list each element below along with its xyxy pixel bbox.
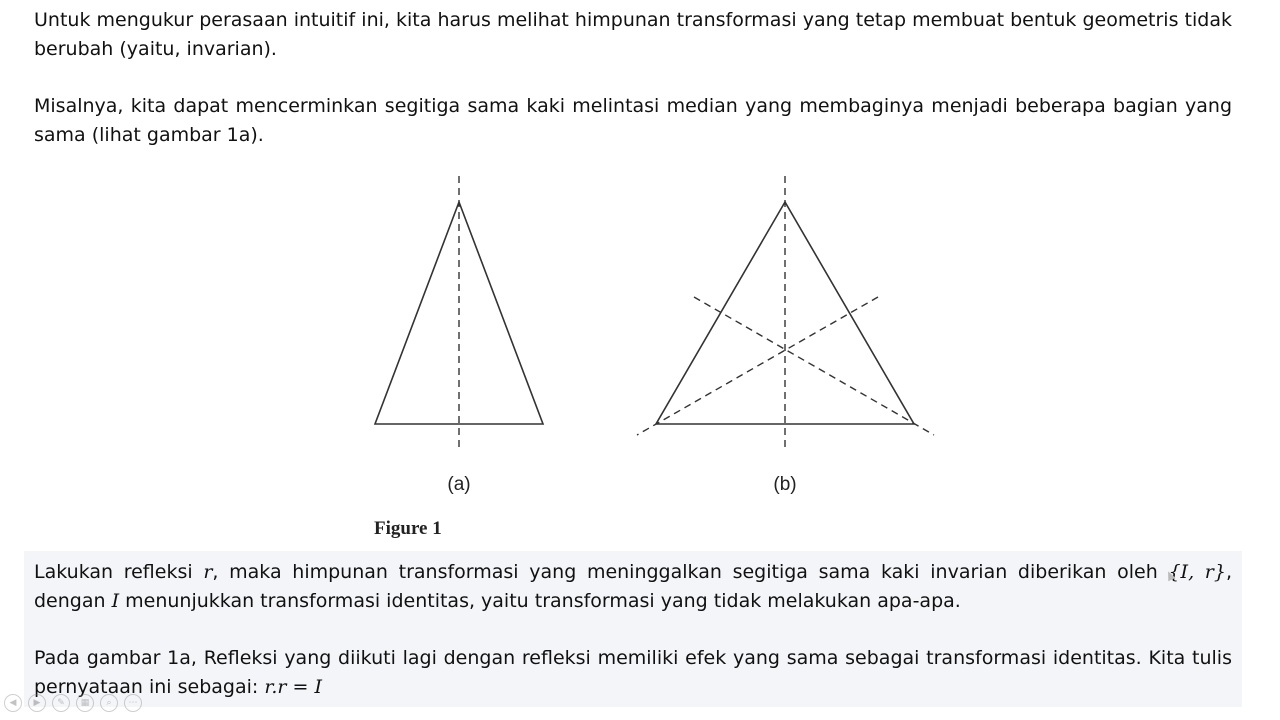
text-segment: Lakukan refleksi — [34, 561, 204, 583]
text-segment: , maka himpunan transformasi yang meninggalkan segitiga sama kaki invarian diberikan oleh — [212, 561, 1169, 583]
axis-of-symmetry-left — [694, 297, 934, 435]
math-set: {I, r} — [1168, 561, 1226, 583]
text-segment: Pada gambar 1a, Refleksi yang diikuti lagi dengan refleksi memiliki efek yang sama sebagai transformasi identitas. Kita tulis pernyataan ini sebagai: — [34, 647, 1232, 698]
paragraph-intro: Untuk mengukur perasaan intuitif ini, kita harus melihat himpunan transformasi yang tetap membuat bentuk geometris tidak berubah (yaitu, invarian). — [34, 9, 1232, 60]
previous-slide-icon[interactable]: ◀ — [4, 694, 22, 712]
slide-toolbar — [4, 694, 142, 714]
pen-icon[interactable]: ✎ — [52, 694, 70, 712]
math-var-I: I — [111, 590, 120, 612]
axis-of-symmetry-right — [637, 297, 878, 435]
slides-grid-icon[interactable]: ▦ — [76, 694, 94, 712]
text-segment: menunjukkan transformasi identitas, yaitu transformasi yang tidak melakukan apa-apa. — [119, 590, 961, 612]
figure-label-a: (a) — [447, 474, 471, 495]
text-segment: , dengan — [34, 561, 1232, 612]
next-slide-icon[interactable]: ▶ — [28, 694, 46, 712]
paragraph-reflection — [34, 558, 1232, 616]
more-options-icon[interactable]: ⋯ — [124, 694, 142, 712]
paragraph-example: Misalnya, kita dapat mencerminkan segitiga sama kaki melintasi median yang membaginya menjadi beberapa bagian yang sama (lihat gambar 1a). — [34, 95, 1232, 146]
figure-label-b: (b) — [773, 474, 797, 495]
figure-b-equilateral-triangle — [637, 176, 934, 452]
paragraph-identity — [34, 644, 1232, 702]
figure-a-isosceles-triangle — [375, 176, 543, 452]
figure-caption: Figure 1 — [374, 518, 442, 539]
math-equation: r.r = I — [264, 676, 322, 698]
math-var-r: r — [203, 561, 213, 583]
zoom-icon[interactable]: ⌕ — [100, 694, 118, 712]
